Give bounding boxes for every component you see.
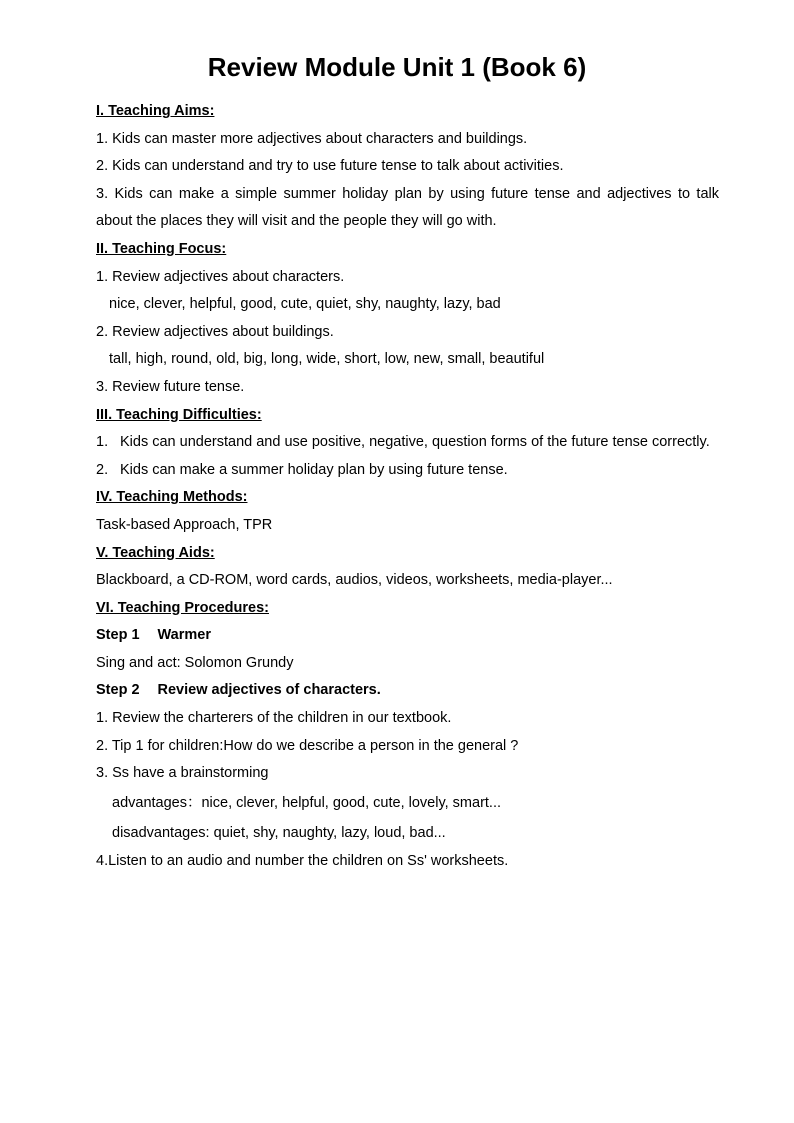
list-number: 2. — [96, 461, 109, 478]
step-2-heading — [96, 677, 719, 705]
document-body — [96, 98, 719, 875]
aims-item-3: 3. Kids can make a simple summer holiday plan by using future tense and adjectives to talk about the places they will visit and the people they will go with. — [96, 185, 719, 230]
document-title: Review Module Unit 1 (Book 6) — [207, 52, 587, 82]
section-heading-procedures: VI. Teaching Procedures: — [96, 599, 269, 616]
list-text: Kids can understand and use positive, negative, question forms of the future tense correctly. — [120, 434, 710, 451]
step-2-item-3: 3. Ss have a brainstorming — [96, 765, 269, 782]
focus-item-3: 3. Review future tense. — [96, 378, 245, 395]
step-title: Review adjectives of characters. — [157, 682, 381, 699]
step-title: Warmer — [157, 627, 211, 644]
list-text: Kids can make a summer holiday plan by using future tense. — [120, 461, 508, 478]
aims-item-1: 1. Kids can master more adjectives about characters and buildings. — [96, 130, 528, 147]
step-2-item-1: 1. Review the charterers of the children in our textbook. — [96, 710, 452, 727]
focus-item-2: 2. Review adjectives about buildings. — [96, 323, 334, 340]
list-number: 1. — [96, 434, 109, 451]
step-2-item-4: 4.Listen to an audio and number the children on Ss' worksheets. — [96, 852, 509, 869]
step-label: Step 1 — [96, 627, 140, 644]
focus-item-1-words: nice, clever, helpful, good, cute, quiet, shy, naughty, lazy, bad — [109, 296, 501, 313]
advantages-list: advantages：nice, clever, helpful, good, cute, lovely, smart... — [112, 794, 502, 811]
step-2-item-2: 2. Tip 1 for children:How do we describe a person in the general ? — [96, 737, 519, 754]
methods-text: Task-based Approach, TPR — [96, 516, 273, 533]
section-heading-aids: V. Teaching Aids: — [96, 544, 215, 561]
focus-item-1: 1. Review adjectives about characters. — [96, 268, 345, 285]
section-heading-difficulties: III. Teaching Difficulties: — [96, 406, 262, 423]
section-heading-aims: I. Teaching Aims: — [96, 103, 215, 119]
section-heading-focus: II. Teaching Focus: — [96, 240, 227, 257]
step-1-heading — [96, 622, 719, 650]
focus-item-2-words: tall, high, round, old, big, long, wide, short, low, new, small, beautiful — [109, 351, 545, 368]
step-label: Step 2 — [96, 682, 140, 699]
difficulties-item-1 — [96, 429, 719, 457]
aims-item-2: 2. Kids can understand and try to use future tense to talk about activities. — [96, 158, 564, 175]
section-heading-methods: IV. Teaching Methods: — [96, 489, 248, 506]
disadvantages-list: disadvantages: quiet, shy, naughty, lazy, loud, bad... — [112, 824, 446, 841]
step-1-text: Sing and act: Solomon Grundy — [96, 654, 294, 671]
aids-text: Blackboard, a CD-ROM, word cards, audios, videos, worksheets, media-player... — [96, 572, 613, 589]
difficulties-item-2 — [96, 457, 719, 485]
